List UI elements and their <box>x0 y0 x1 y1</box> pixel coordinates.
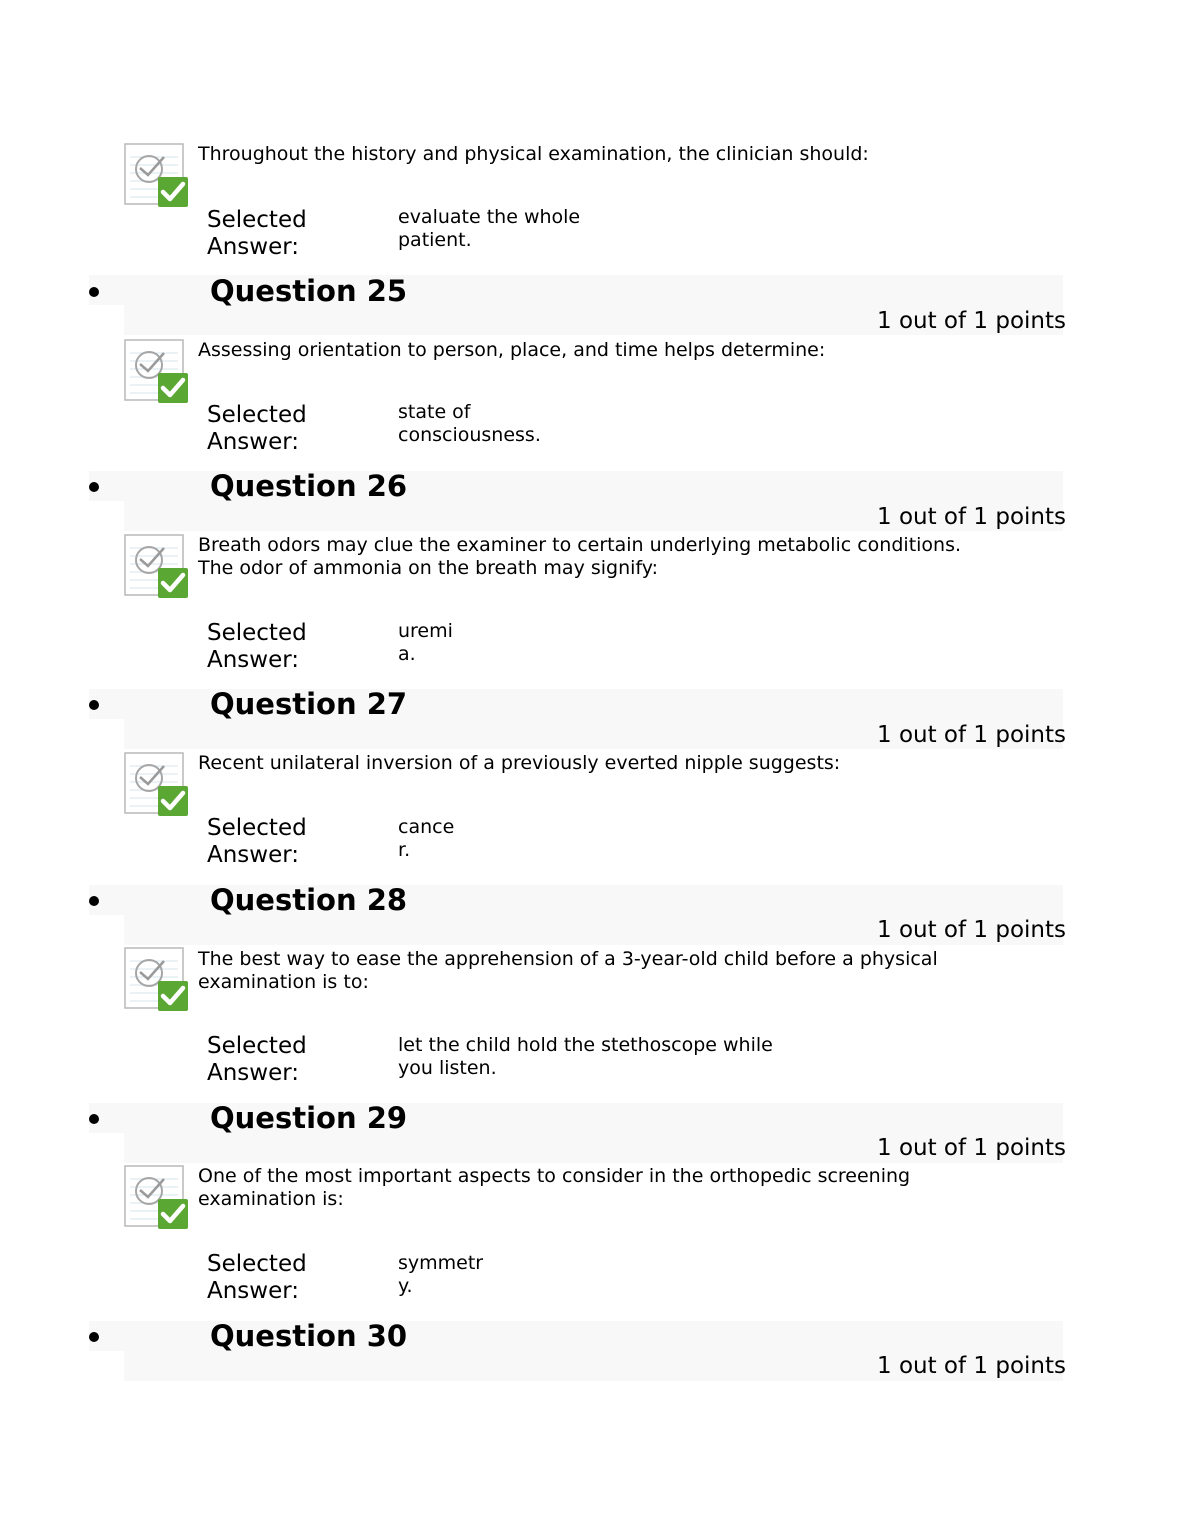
correct-checkmark-icon <box>124 947 190 1013</box>
correct-checkmark-icon <box>124 339 190 405</box>
question-text: Recent unilateral inversion of a previously everted nipple suggests: <box>198 752 841 774</box>
selected-answer-label: Selected Answer: <box>207 402 307 455</box>
points-score: 1 out of 1 points <box>877 1353 1066 1379</box>
points-score: 1 out of 1 points <box>877 504 1066 530</box>
question-title: Question 27 <box>210 687 408 721</box>
selected-answer-label: Selected Answer: <box>207 207 307 260</box>
list-bullet <box>89 1332 99 1342</box>
question-text: Assessing orientation to person, place, and time helps determine: <box>198 339 826 361</box>
points-score: 1 out of 1 points <box>877 917 1066 943</box>
selected-answer-label: Selected Answer: <box>207 1251 307 1304</box>
selected-answer-value: state of consciousness. <box>398 401 541 446</box>
selected-answer-label: Selected Answer: <box>207 620 307 673</box>
selected-answer-value: evaluate the whole patient. <box>398 206 581 251</box>
points-score: 1 out of 1 points <box>877 308 1066 334</box>
selected-answer-value: symmetr y. <box>398 1252 484 1297</box>
question-title: Question 28 <box>210 883 408 917</box>
selected-answer-value: uremi a. <box>398 620 453 665</box>
question-title: Question 29 <box>210 1101 408 1135</box>
list-bullet <box>89 482 99 492</box>
question-title: Question 30 <box>210 1319 408 1353</box>
correct-checkmark-icon <box>124 1165 190 1231</box>
question-text: Breath odors may clue the examiner to certain underlying metabolic conditions. The odor of ammonia on the breath may signify: <box>198 534 962 579</box>
question-text: The best way to ease the apprehension of a 3-year-old child before a physical examination is to: <box>198 948 938 993</box>
selected-answer-value: cance r. <box>398 816 455 861</box>
selected-answer-label: Selected Answer: <box>207 815 307 868</box>
question-title: Question 26 <box>210 469 408 503</box>
correct-checkmark-icon <box>124 143 190 209</box>
question-text: Throughout the history and physical examination, the clinician should: <box>198 143 869 165</box>
points-score: 1 out of 1 points <box>877 722 1066 748</box>
correct-checkmark-icon <box>124 534 190 600</box>
list-bullet <box>89 1114 99 1124</box>
selected-answer-label: Selected Answer: <box>207 1033 307 1086</box>
question-text: One of the most important aspects to consider in the orthopedic screening examination is: <box>198 1165 911 1210</box>
question-title: Question 25 <box>210 274 408 308</box>
selected-answer-value: let the child hold the stethoscope while you listen. <box>398 1034 773 1079</box>
list-bullet <box>89 287 99 297</box>
points-score: 1 out of 1 points <box>877 1135 1066 1161</box>
correct-checkmark-icon <box>124 752 190 818</box>
list-bullet <box>89 700 99 710</box>
list-bullet <box>89 896 99 906</box>
